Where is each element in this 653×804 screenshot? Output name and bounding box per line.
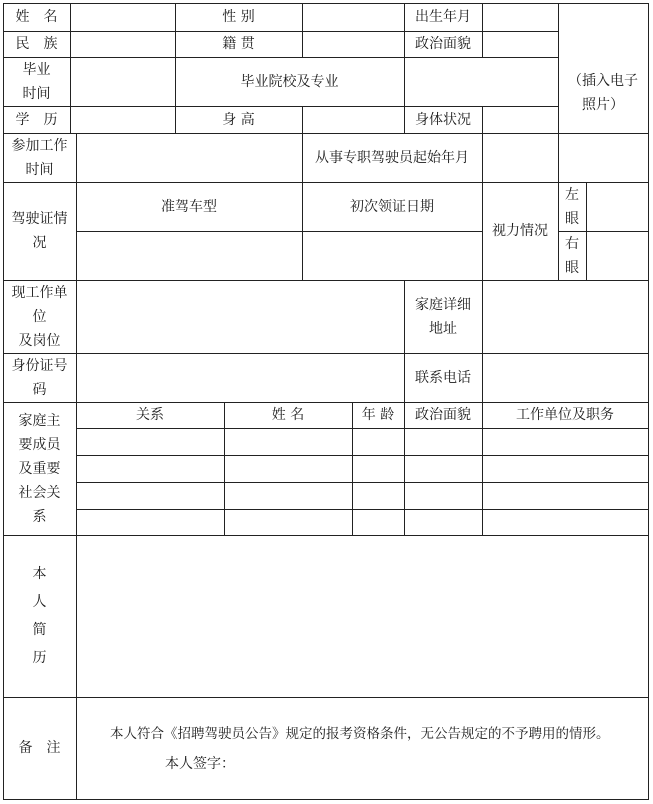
table-rule: [3, 353, 648, 354]
table-rule: [76, 428, 648, 429]
remarks-label: 备 注: [18, 740, 61, 756]
table-rule: [76, 133, 77, 800]
home-address-label: 家庭详细 地址: [415, 296, 471, 337]
school-major-label: 毕业院校及专业: [240, 73, 339, 90]
table-rule: [70, 3, 71, 133]
political-status-label: 政治面貌: [415, 36, 471, 52]
photo-placeholder: （插入电子 照片）: [568, 72, 638, 113]
table-rule: [302, 106, 303, 133]
table-rule: [586, 182, 587, 280]
left-eye-label: 左 眼: [565, 186, 579, 227]
table-rule: [302, 3, 303, 57]
declaration-text: 本人符合《招聘驾驶员公告》规定的报考资格条件，无公告规定的不予聘用的情形。: [110, 726, 610, 742]
vision-label: 视力情况: [492, 223, 548, 239]
gender-label: 性 别: [222, 9, 255, 25]
license-label: 驾驶证情 况: [11, 211, 68, 251]
table-rule: [3, 535, 648, 536]
education-label: 学 历: [15, 111, 58, 128]
id-number-label: 身份证号 码: [11, 357, 68, 398]
birth-label: 出生年月: [415, 9, 471, 25]
table-border: [3, 799, 648, 800]
family-header-name: 姓 名: [271, 407, 305, 423]
table-rule: [76, 482, 648, 483]
vehicle-type-label: 准驾车型: [161, 198, 217, 215]
family-header-work: 工作单位及职务: [516, 407, 614, 423]
driver-start-label: 从事专职驾驶员起始年月: [315, 149, 469, 166]
table-rule: [76, 231, 482, 232]
health-label: 身体状况: [415, 111, 471, 128]
family-members-label: 家庭主 要成员 及重要 社会关 系: [18, 412, 61, 525]
table-border: [648, 3, 649, 800]
graduation-time-label: 毕业 时间: [22, 61, 51, 102]
table-rule: [482, 106, 483, 133]
table-rule: [482, 3, 483, 57]
height-label: 身 高: [222, 111, 255, 128]
current-unit-label: 现工作单 位 及岗位: [11, 284, 68, 349]
family-header-political: 政治面貌: [415, 407, 471, 423]
name-label: 姓 名: [15, 9, 58, 25]
table-rule: [76, 509, 648, 510]
signature-label: 本人签字：: [165, 756, 235, 772]
ethnicity-label: 民 族: [15, 36, 58, 52]
family-header-relation: 关系: [136, 407, 164, 423]
work-start-label: 参加工作 时间: [11, 137, 68, 178]
phone-label: 联系电话: [415, 369, 471, 386]
table-rule: [3, 697, 648, 698]
table-rule: [76, 455, 648, 456]
family-header-age: 年 龄: [361, 407, 395, 423]
table-rule: [3, 280, 648, 281]
table-border: [3, 3, 648, 4]
right-eye-label: 右 眼: [565, 235, 579, 276]
first-issue-date-label: 初次领证日期: [350, 198, 434, 215]
native-place-label: 籍 贯: [222, 36, 255, 52]
resume-label: 本 人 简 历: [32, 566, 47, 666]
